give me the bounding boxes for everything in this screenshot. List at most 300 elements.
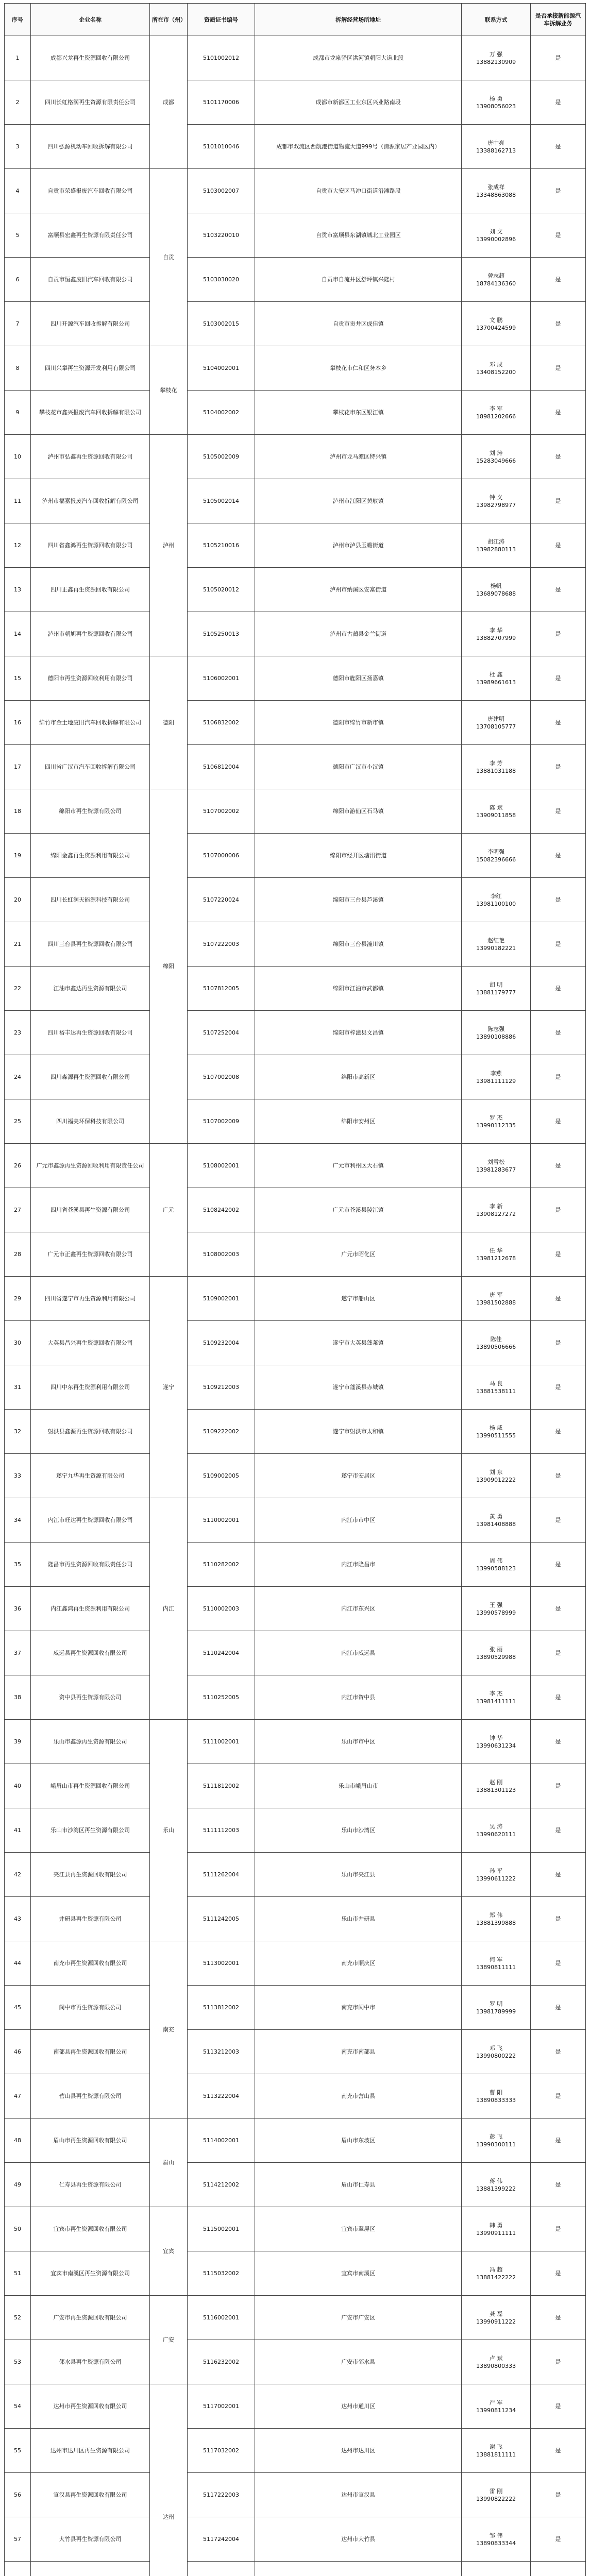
cell-contact (462, 2030, 531, 2074)
cell-seq: 52 (5, 2296, 31, 2340)
cell-contact (462, 1853, 531, 1897)
contact-name: 李红 (490, 892, 502, 900)
cell-contact (462, 2207, 531, 2251)
cell-flag: 是 (530, 2296, 585, 2340)
cell-contact (462, 1321, 531, 1365)
header-code: 资质证书编号 (187, 4, 255, 36)
cell-code: 5104002001 (187, 346, 255, 391)
cell-name: 阆中市再生资源有限公司 (31, 1986, 150, 2030)
cell-flag: 是 (530, 2473, 585, 2517)
cell-name: 内江市旺达再生资源回收有限公司 (31, 1498, 150, 1543)
contact-phone: 13890800333 (476, 2362, 516, 2369)
cell-name: 营山县再生资源有限公司 (31, 2074, 150, 2119)
table-row (5, 1277, 586, 1321)
cell-contact (462, 2074, 531, 2119)
cell-flag: 是 (530, 745, 585, 789)
cell-name: 宣汉县再生资源回收有限公司 (31, 2473, 150, 2517)
cell-flag: 是 (530, 1941, 585, 1986)
table-row (5, 169, 586, 213)
cell-code: 5107000006 (187, 834, 255, 878)
cell-code: 5111812002 (187, 1764, 255, 1808)
table-row (5, 1631, 586, 1675)
contact-phone: 13388162713 (476, 147, 516, 154)
cell-flag: 是 (530, 1011, 585, 1055)
cell-flag: 是 (530, 1055, 585, 1099)
contact-phone: 13909012222 (476, 1476, 516, 1483)
cell-name: 四川省遂宁市再生资源利用有限公司 (31, 1277, 150, 1321)
cell-name: 达州市达川区再生资源有限公司 (31, 2429, 150, 2473)
cell-seq: 2 (5, 80, 31, 125)
cell-name: 四川森源再生资源回收有限公司 (31, 1055, 150, 1099)
cell-flag: 是 (530, 391, 585, 435)
cell-addr: 成都市双流区西航港街道物流大道999号（清源家居产业园区内） (255, 125, 462, 169)
cell-seq: 30 (5, 1321, 31, 1365)
header-flag: 是否承接新能源汽车拆解业务 (530, 4, 585, 36)
table-row (5, 1011, 586, 1055)
contact-phone: 13700424599 (476, 324, 516, 331)
table-row (5, 258, 586, 302)
contact-phone: 13408152200 (476, 368, 516, 376)
dismantling-enterprise-table (4, 3, 586, 2576)
contact-name: 唐中亮 (487, 139, 505, 146)
cell-addr: 绵阳市游仙区石马镇 (255, 789, 462, 834)
cell-name: 攀枝花市鑫兴报废汽车回收拆解有限公司 (31, 391, 150, 435)
table-row (5, 1099, 586, 1144)
cell-contact (462, 1410, 531, 1454)
cell-code (187, 2562, 255, 2576)
cell-addr: 南充市营山县 (255, 2074, 462, 2119)
cell-addr: 达州市宣汉县 (255, 2473, 462, 2517)
cell-code: 5111242005 (187, 1897, 255, 1941)
contact-phone: 13990511555 (476, 1432, 516, 1439)
contact-name: 李燕 (490, 1070, 502, 1077)
cell-code: 5110242004 (187, 1631, 255, 1675)
cell-code: 5109002005 (187, 1454, 255, 1498)
cell-name: 四川裕丰达再生资源回收有限公司 (31, 1011, 150, 1055)
cell-addr: 绵阳市经开区塘汛街道 (255, 834, 462, 878)
cell-contact (462, 1631, 531, 1675)
cell-contact (462, 213, 531, 258)
contact-phone: 13909011858 (476, 811, 516, 819)
table-row (5, 701, 586, 745)
cell-flag: 是 (530, 1986, 585, 2030)
cell-flag: 是 (530, 1321, 585, 1365)
contact-phone: 13990578999 (476, 1609, 516, 1616)
cell-seq: 3 (5, 125, 31, 169)
cell-name: 遂宁九华再生资源有限公司 (31, 1454, 150, 1498)
cell-code: 5115032002 (187, 2251, 255, 2296)
cell-name: 南部县再生资源回收有限公司 (31, 2030, 150, 2074)
cell-addr: 攀枝花市东区银江镇 (255, 391, 462, 435)
cell-seq: 9 (5, 391, 31, 435)
cell-flag: 是 (530, 1232, 585, 1277)
contact-name: 邹 伟 (489, 2532, 503, 2539)
table-row (5, 2384, 586, 2429)
contact-name: 卢 斌 (489, 2354, 503, 2362)
cell-code: 5106002001 (187, 656, 255, 701)
cell-seq: 51 (5, 2251, 31, 2296)
table-row (5, 1587, 586, 1631)
cell-seq: 4 (5, 169, 31, 213)
cell-contact (462, 701, 531, 745)
cell-city: 宜宾 (149, 2207, 187, 2296)
cell-contact (462, 2119, 531, 2163)
contact-name: 刘 文 (489, 228, 503, 235)
cell-code: 5107220024 (187, 878, 255, 922)
cell-name (31, 2562, 150, 2576)
cell-addr: 泸州市纳溪区安富街道 (255, 568, 462, 612)
cell-flag: 是 (530, 922, 585, 967)
cell-flag: 是 (530, 1897, 585, 1941)
contact-name: 张成祥 (487, 183, 505, 191)
cell-addr: 自贡市贡井区成佳镇 (255, 302, 462, 346)
cell-code: 5103002015 (187, 302, 255, 346)
contact-name: 赵红艳 (487, 937, 505, 944)
contact-phone: 13982880113 (476, 546, 516, 553)
cell-code: 5115002001 (187, 2207, 255, 2251)
contact-name: 钟 义 (489, 494, 503, 501)
cell-seq: 1 (5, 36, 31, 80)
cell-seq: 32 (5, 1410, 31, 1454)
contact-phone: 13981408888 (476, 1520, 516, 1528)
cell-code: 5113222004 (187, 2074, 255, 2119)
table-row (5, 391, 586, 435)
cell-code: 5114002001 (187, 2119, 255, 2163)
contact-phone: 13990631234 (476, 1742, 516, 1749)
contact-name: 黄 勇 (489, 1513, 503, 1520)
cell-contact (462, 1986, 531, 2030)
cell-contact (462, 1055, 531, 1099)
contact-phone: 15082396666 (476, 856, 516, 863)
cell-seq: 6 (5, 258, 31, 302)
cell-name: 四川长虹格润再生资源有限责任公司 (31, 80, 150, 125)
cell-name: 成都兴龙再生资源回收有限公司 (31, 36, 150, 80)
contact-phone: 13990911111 (476, 2229, 516, 2236)
cell-name: 乐山市鑫源再生资源有限公司 (31, 1720, 150, 1764)
cell-addr: 遂宁市船山区 (255, 1277, 462, 1321)
cell-contact (462, 745, 531, 789)
contact-phone: 13890506666 (476, 1343, 516, 1350)
header-name: 企业名称 (31, 4, 150, 36)
table-row (5, 1986, 586, 2030)
contact-phone: 13989661613 (476, 679, 516, 686)
cell-addr: 眉山市东坡区 (255, 2119, 462, 2163)
cell-addr: 绵阳市江油市武都镇 (255, 967, 462, 1011)
cell-name: 夹江县再生资源回收有限公司 (31, 1853, 150, 1897)
contact-phone: 13708105777 (476, 723, 516, 730)
table-row (5, 2296, 586, 2340)
cell-flag: 是 (530, 1454, 585, 1498)
cell-name: 四川兴攀再生资源开发利用有限公司 (31, 346, 150, 391)
cell-seq: 29 (5, 1277, 31, 1321)
cell-name: 四川省广汉市汽车回收拆解有限公司 (31, 745, 150, 789)
cell-flag: 是 (530, 2429, 585, 2473)
cell-contact (462, 568, 531, 612)
contact-phone: 13990112335 (476, 1122, 516, 1129)
contact-name: 万 强 (489, 50, 503, 58)
contact-name: 谢 飞 (489, 2443, 503, 2450)
cell-seq: 44 (5, 1941, 31, 1986)
contact-phone: 18981202666 (476, 413, 516, 420)
contact-name: 蒋 伟 (489, 2177, 503, 2184)
cell-seq: 39 (5, 1720, 31, 1764)
cell-addr: 乐山市峨眉山市 (255, 1764, 462, 1808)
contact-phone: 13981283677 (476, 1166, 516, 1173)
cell-flag: 是 (530, 523, 585, 568)
table-row (5, 1188, 586, 1232)
contact-name: 王 强 (489, 1601, 503, 1608)
cell-seq: 53 (5, 2340, 31, 2384)
contact-name: 龚 磊 (489, 2310, 503, 2317)
cell-seq (5, 2562, 31, 2576)
contact-name: 唐建明 (487, 715, 505, 722)
cell-name: 大英县昌兴再生资源回收有限公司 (31, 1321, 150, 1365)
cell-code: 5104002002 (187, 391, 255, 435)
table-row (5, 922, 586, 967)
cell-city: 眉山 (149, 2119, 187, 2207)
cell-name: 四川省鑫鸿再生资源回收有限公司 (31, 523, 150, 568)
cell-city: 自贡 (149, 169, 187, 346)
table-row (5, 2163, 586, 2207)
cell-seq: 47 (5, 2074, 31, 2119)
contact-name: 周 伟 (489, 1557, 503, 1564)
cell-contact (462, 1498, 531, 1543)
cell-addr: 宜宾市南溪区 (255, 2251, 462, 2296)
cell-contact (462, 169, 531, 213)
cell-contact (462, 612, 531, 656)
table-row (5, 1144, 586, 1188)
table-row (5, 612, 586, 656)
table-row (5, 1941, 586, 1986)
cell-name: 峨眉山市再生资源回收有限公司 (31, 1764, 150, 1808)
cell-flag: 是 (530, 1543, 585, 1587)
cell-name: 德阳市再生资源回收利用有限公司 (31, 656, 150, 701)
cell-code: 5117002001 (187, 2384, 255, 2429)
cell-code: 5103002007 (187, 169, 255, 213)
contact-name: 陈 斌 (489, 804, 503, 811)
contact-phone: 13881399222 (476, 2185, 516, 2192)
contact-name: 胡江涛 (487, 538, 505, 545)
cell-name: 四川开源汽车回收拆解有限公司 (31, 302, 150, 346)
cell-code: 5109002001 (187, 1277, 255, 1321)
cell-seq: 49 (5, 2163, 31, 2207)
cell-addr: 德阳市绵竹市新市镇 (255, 701, 462, 745)
table-row (5, 656, 586, 701)
cell-addr: 内江市隆昌市 (255, 1543, 462, 1587)
cell-contact (462, 922, 531, 967)
table-row (5, 1321, 586, 1365)
table-row (5, 2340, 586, 2384)
table-body (5, 36, 586, 2576)
cell-addr: 宜宾市翠屏区 (255, 2207, 462, 2251)
cell-seq: 14 (5, 612, 31, 656)
cell-code: 5109222002 (187, 1410, 255, 1454)
cell-addr: 眉山市仁寿县 (255, 2163, 462, 2207)
table-row (5, 1720, 586, 1764)
cell-city: 内江 (149, 1498, 187, 1720)
contact-name: 杨 威 (489, 1424, 503, 1431)
contact-phone: 13990300111 (476, 2141, 516, 2148)
table-row (5, 745, 586, 789)
cell-flag: 是 (530, 1498, 585, 1543)
cell-code: 5116002001 (187, 2296, 255, 2340)
contact-name: 曾志超 (487, 272, 505, 279)
cell-seq: 37 (5, 1631, 31, 1675)
cell-addr: 成都市新都区工业东区兴业路南段 (255, 80, 462, 125)
cell-code: 5101002012 (187, 36, 255, 80)
cell-flag: 是 (530, 169, 585, 213)
cell-city: 遂宁 (149, 1277, 187, 1498)
cell-contact (462, 435, 531, 479)
table-row (5, 1808, 586, 1853)
cell-addr: 达州市达川区 (255, 2429, 462, 2473)
table-row (5, 2119, 586, 2163)
cell-code: 5117242004 (187, 2517, 255, 2562)
cell-contact (462, 1720, 531, 1764)
cell-contact (462, 1897, 531, 1941)
cell-city: 广安 (149, 2296, 187, 2384)
cell-seq: 25 (5, 1099, 31, 1144)
contact-phone: 13981100100 (476, 900, 516, 907)
table-row (5, 2207, 586, 2251)
cell-addr: 泸州市古蔺县金兰街道 (255, 612, 462, 656)
cell-flag: 是 (530, 2340, 585, 2384)
cell-name: 绵阳市再生资源有限公司 (31, 789, 150, 834)
contact-name: 吴 涛 (489, 1823, 503, 1830)
cell-addr: 内江市东兴区 (255, 1587, 462, 1631)
cell-addr: 达州市大竹县 (255, 2517, 462, 2562)
cell-name: 宜宾市南溪区再生资源有限公司 (31, 2251, 150, 2296)
header-city: 所在市（州） (149, 4, 187, 36)
cell-contact (462, 523, 531, 568)
cell-seq: 34 (5, 1498, 31, 1543)
cell-city: 攀枝花 (149, 346, 187, 435)
cell-contact (462, 2340, 531, 2384)
cell-code: 5110282002 (187, 1543, 255, 1587)
cell-contact (462, 1365, 531, 1410)
cell-addr: 绵阳市三台县芦溪镇 (255, 878, 462, 922)
cell-addr: 绵阳市梓潼县文昌镇 (255, 1011, 462, 1055)
table-row (5, 568, 586, 612)
cell-name: 广元市鑫源再生资源回收利用有限责任公司 (31, 1144, 150, 1188)
cell-code: 5107222003 (187, 922, 255, 967)
cell-seq: 11 (5, 479, 31, 523)
cell-seq: 20 (5, 878, 31, 922)
cell-addr: 南充市南部县 (255, 2030, 462, 2074)
cell-contact (462, 302, 531, 346)
cell-addr: 泸州市江阳区黄舣镇 (255, 479, 462, 523)
cell-seq: 48 (5, 2119, 31, 2163)
cell-name: 射洪县鑫源再生资源回收有限公司 (31, 1410, 150, 1454)
contact-phone: 13990182221 (476, 944, 516, 952)
contact-name: 陈佳 (490, 1335, 502, 1343)
cell-flag: 是 (530, 1099, 585, 1144)
cell-flag: 是 (530, 1144, 585, 1188)
cell-name: 隆昌市再生资源回收有限责任公司 (31, 1543, 150, 1587)
cell-code: 5109212003 (187, 1365, 255, 1410)
cell-addr: 自贡市自流井区舒坪镇兴隆村 (255, 258, 462, 302)
cell-flag (530, 2562, 585, 2576)
contact-name: 邓 成 (489, 361, 503, 368)
cell-seq: 50 (5, 2207, 31, 2251)
contact-phone: 13881031188 (476, 767, 516, 774)
cell-addr: 遂宁市大英县蓬莱镇 (255, 1321, 462, 1365)
cell-code: 5108002003 (187, 1232, 255, 1277)
cell-flag: 是 (530, 479, 585, 523)
cell-flag: 是 (530, 2384, 585, 2429)
cell-flag: 是 (530, 1188, 585, 1232)
cell-code: 5110252005 (187, 1675, 255, 1720)
contact-phone: 13990822222 (476, 2495, 516, 2502)
cell-contact (462, 1144, 531, 1188)
cell-name: 宜宾市再生资源回收有限公司 (31, 2207, 150, 2251)
cell-seq: 18 (5, 789, 31, 834)
cell-code: 5106812004 (187, 745, 255, 789)
cell-flag: 是 (530, 2517, 585, 2562)
cell-addr: 广安市广安区 (255, 2296, 462, 2340)
cell-addr: 乐山市夹江县 (255, 1853, 462, 1897)
cell-addr: 广元市昭化区 (255, 1232, 462, 1277)
cell-flag: 是 (530, 1675, 585, 1720)
table-row (5, 479, 586, 523)
cell-contact (462, 1675, 531, 1720)
cell-seq: 7 (5, 302, 31, 346)
contact-phone: 13990620111 (476, 1831, 516, 1838)
table-row (5, 789, 586, 834)
cell-flag: 是 (530, 834, 585, 878)
cell-seq: 43 (5, 1897, 31, 1941)
cell-code: 5107002002 (187, 789, 255, 834)
cell-code: 5111262004 (187, 1853, 255, 1897)
cell-name: 四川正鑫再生资源回收有限公司 (31, 568, 150, 612)
contact-phone: 13981212678 (476, 1255, 516, 1262)
cell-contact (462, 2429, 531, 2473)
cell-contact (462, 1587, 531, 1631)
cell-contact (462, 2473, 531, 2517)
table-row (5, 1897, 586, 1941)
contact-phone: 13982798977 (476, 501, 516, 509)
cell-city: 乐山 (149, 1720, 187, 1941)
contact-phone: 13882130909 (476, 58, 516, 65)
cell-addr: 广元市利州区大石镇 (255, 1144, 462, 1188)
cell-seq: 45 (5, 1986, 31, 2030)
cell-flag: 是 (530, 1853, 585, 1897)
cell-seq: 56 (5, 2473, 31, 2517)
cell-seq: 12 (5, 523, 31, 568)
cell-addr: 广安市邻水县 (255, 2340, 462, 2384)
contact-phone: 13908056023 (476, 103, 516, 110)
cell-addr: 成都市龙泉驿区洪河镇朝阳大道北段 (255, 36, 462, 80)
table-row (5, 80, 586, 125)
table-row (5, 36, 586, 80)
cell-seq: 23 (5, 1011, 31, 1055)
cell-code: 5111112003 (187, 1808, 255, 1853)
cell-flag: 是 (530, 1720, 585, 1764)
contact-name: 郑 伟 (489, 1911, 503, 1919)
cell-addr: 绵阳市三台县潼川镇 (255, 922, 462, 967)
contact-name: 何 军 (489, 1956, 503, 1963)
cell-seq: 55 (5, 2429, 31, 2473)
contact-phone: 13981502888 (476, 1299, 516, 1306)
cell-name: 达州市再生资源回收有限公司 (31, 2384, 150, 2429)
contact-name: 韩 勇 (489, 2222, 503, 2229)
table-row (5, 1232, 586, 1277)
cell-name: 威远县再生资源回收有限公司 (31, 1631, 150, 1675)
cell-flag: 是 (530, 1631, 585, 1675)
cell-addr: 内江市资中县 (255, 1675, 462, 1720)
contact-phone: 13881422222 (476, 2274, 516, 2281)
cell-contact (462, 834, 531, 878)
